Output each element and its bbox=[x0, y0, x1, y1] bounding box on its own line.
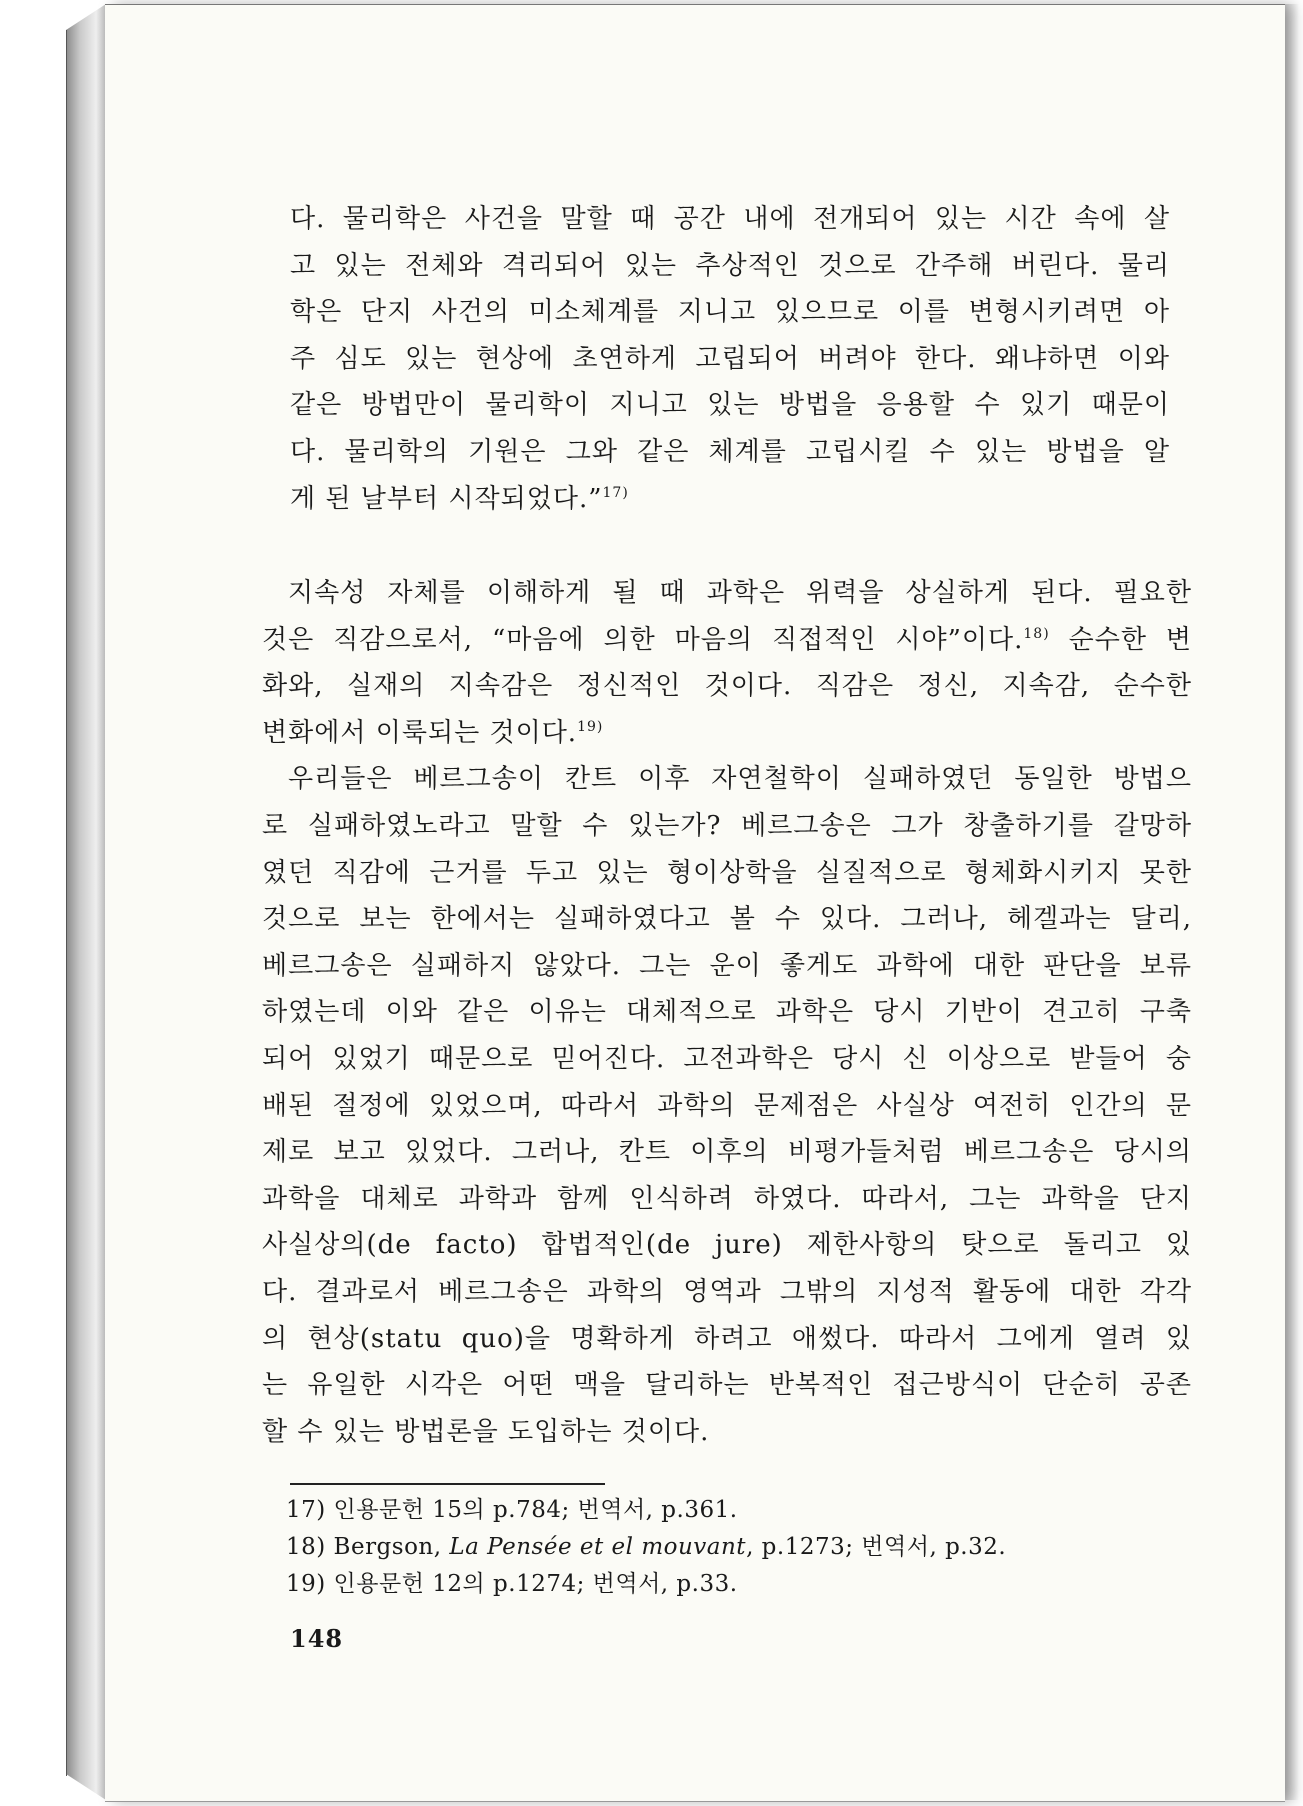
quote-line: 같은 방법만이 물리학이 지니고 있는 방법을 응용할 수 있기 때문이 bbox=[290, 390, 1170, 421]
spine-line bbox=[66, 30, 67, 1776]
footnotes bbox=[286, 1492, 1186, 1603]
paragraph-line: 지속성 자체를 이해하게 될 때 과학은 위력을 상실하게 된다. 필요한 bbox=[288, 578, 1192, 608]
paragraph-text: 순수한 변 bbox=[1049, 624, 1193, 655]
quote-line: 다. 물리학은 사건을 말할 때 공간 내에 전개되어 있는 시간 속에 살 bbox=[290, 204, 1170, 234]
footnote-ref: 18) bbox=[1023, 625, 1050, 642]
quote-line: 고 있는 전체와 격리되어 있는 추상적인 것으로 간주해 버린다. 물리 bbox=[290, 250, 1170, 281]
paragraph-line: 제로 보고 있었다. 그러나, 칸트 이후의 비평가들처럼 베르그송은 당시의 bbox=[262, 1137, 1192, 1168]
paragraph-line-last: 할 수 있는 방법론을 도입하는 것이다. bbox=[262, 1416, 710, 1447]
paragraph-line: 우리들은 베르그송이 칸트 이후 자연철학이 실패하였던 동일한 방법으 bbox=[288, 764, 1192, 795]
paragraph-line: 다. 결과로서 베르그송은 과학의 영역과 그밖의 지성적 활동에 대한 각각 bbox=[262, 1276, 1192, 1307]
paragraph-line-last bbox=[262, 710, 1192, 757]
paragraph-line: 베르그송은 실패하지 않았다. 그는 운이 좋게도 과학에 대한 판단을 보류 bbox=[262, 950, 1192, 981]
paragraph-line: 는 유일한 시각은 어떤 맥을 달리하는 반복적인 접근방식이 단순히 공존 bbox=[262, 1370, 1192, 1401]
block-quote bbox=[290, 196, 1170, 522]
quote-line: 다. 물리학의 기원은 그와 같은 체계를 고립시킬 수 있는 방법을 알 bbox=[290, 436, 1170, 467]
paragraph-line: 화와, 실재의 지속감은 정신적인 것이다. 직감은 정신, 지속감, 순수한 bbox=[262, 671, 1192, 702]
paragraph-line: 과학을 대체로 과학과 함께 인식하려 하였다. 따라서, 그는 과학을 단지 bbox=[262, 1183, 1192, 1214]
paragraph-text: 변화에서 이룩되는 것이다. bbox=[262, 717, 578, 748]
footnote-19: 19) 인용문헌 12의 p.1274; 번역서, p.33. bbox=[286, 1571, 738, 1597]
paragraph-line: 되어 있었기 때문으로 믿어진다. 고전과학은 당시 신 이상으로 받들어 숭 bbox=[262, 1043, 1192, 1074]
quote-text: 게 된 날부터 시작되었다.” bbox=[290, 483, 603, 514]
quote-line: 학은 단지 사건의 미소체계를 지니고 있으므로 이를 변형시키려면 아 bbox=[290, 297, 1170, 328]
quote-line-last bbox=[290, 476, 1170, 523]
book-spine-edge bbox=[66, 4, 106, 1800]
paragraph-line: 배된 절정에 있었으며, 따라서 과학의 문제점은 사실상 여전히 인간의 문 bbox=[262, 1090, 1192, 1121]
paragraph-line: 것으로 보는 한에서는 실패하였다고 볼 수 있다. 그러나, 헤겔과는 달리, bbox=[262, 904, 1192, 935]
footnote-divider bbox=[290, 1483, 605, 1485]
main-text bbox=[262, 570, 1192, 1455]
footnote-ref: 19) bbox=[577, 718, 604, 735]
footnote-17: 17) 인용문헌 15의 p.784; 번역서, p.361. bbox=[286, 1497, 738, 1523]
footnote-18 bbox=[286, 1529, 1186, 1566]
paragraph-line bbox=[262, 617, 1192, 664]
paragraph-line: 사실상의(de facto) 합법적인(de jure) 제한사항의 탓으로 돌리고 있 bbox=[262, 1230, 1192, 1261]
paragraph-line: 하였는데 이와 같은 이유는 대체적으로 과학은 당시 기반이 견고히 구축 bbox=[262, 997, 1192, 1028]
paragraph-text: 것은 직감으로서, “마음에 의한 마음의 직접적인 시야”이다. bbox=[262, 624, 1024, 655]
paragraph-line: 였던 직감에 근거를 두고 있는 형이상학을 실질적으로 형체화시키지 못한 bbox=[262, 857, 1192, 888]
footnote-text: , p.1273; 번역서, p.32. bbox=[746, 1534, 1007, 1560]
page-shadow bbox=[1285, 4, 1299, 1800]
paragraph-line: 로 실패하였노라고 말할 수 있는가? 베르그송은 그가 창출하기를 갈망하 bbox=[262, 810, 1192, 841]
footnote-book-title: La Pensée et el mouvant bbox=[449, 1534, 747, 1560]
footnote-text: 18) Bergson, bbox=[286, 1534, 450, 1560]
paragraph-line: 의 현상(statu quo)을 명확하게 하려고 애썼다. 따라서 그에게 열려 있 bbox=[262, 1323, 1192, 1354]
page-number: 148 bbox=[290, 1624, 344, 1653]
footnote-ref: 17) bbox=[602, 484, 629, 501]
quote-line: 주 심도 있는 현상에 초연하게 고립되어 버려야 한다. 왜냐하면 이와 bbox=[290, 343, 1170, 374]
